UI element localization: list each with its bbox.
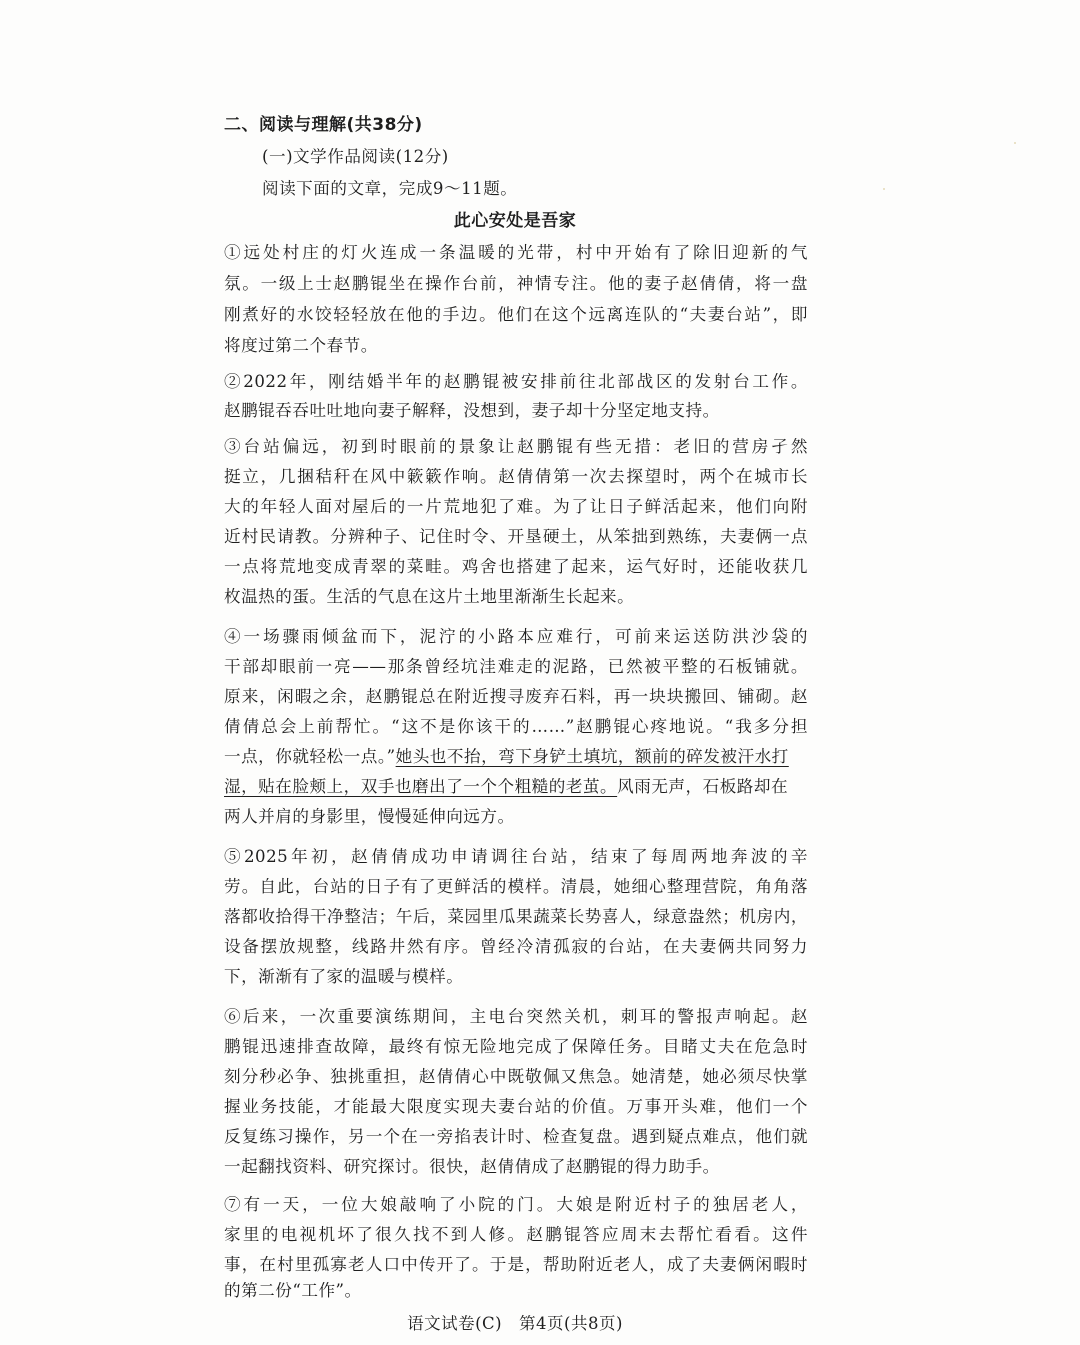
paragraph-6-line: 一起翻找资料、研究探讨。很快，赵倩倩成了赵鹏锟的得力助手。 <box>224 1157 720 1176</box>
paragraph-7-line: 事，在村里孤寡老人口中传开了。于是，帮助附近老人，成了夫妻俩闲暇时 <box>224 1255 808 1274</box>
underlined-sentence: 她头也不抬，弯下身铲土填坑，额前的碎发被汗水打 <box>395 747 789 766</box>
paragraph-3-line: ③台站偏远，初到时眼前的景象让赵鹏锟有些无措：老旧的营房孑然 <box>224 437 808 456</box>
paragraph-4-text: 风雨无声，石板路却在 <box>617 777 789 796</box>
paragraph-7-line: 家里的电视机坏了很久找不到人修。赵鹏锟答应周末去帮忙看看。这件 <box>224 1225 808 1244</box>
paragraph-1-line: 将度过第二个春节。 <box>224 336 378 355</box>
paragraph-6-line: 反复练习操作，另一个在一旁掐表计时、检查复盘。遇到疑点难点，他们就 <box>224 1127 808 1146</box>
paragraph-3-line: 一点将荒地变成青翠的菜畦。鸡舍也搭建了起来，运气好时，还能收获几 <box>224 557 808 576</box>
paragraph-5-line: 设备摆放规整，线路井然有序。曾经冷清孤寂的台站，在夫妻俩共同努力 <box>224 937 808 956</box>
paragraph-7-line: 的第二份“工作”。 <box>224 1281 362 1300</box>
article-title: 此心安处是吾家 <box>453 211 577 231</box>
scan-speck <box>883 188 885 190</box>
underlined-sentence: 湿，贴在脸颊上，双手也磨出了一个个粗糙的老茧。 <box>224 777 618 796</box>
paragraph-4-text: 一点，你就轻松一点。” <box>224 747 396 766</box>
paragraph-5-line: 下，渐渐有了家的温暖与模样。 <box>224 967 464 986</box>
paragraph-6-line: 握业务技能，才能最大限度实现夫妻台站的价值。万事开头难，他们一个 <box>224 1097 808 1116</box>
instruction-text: 阅读下面的文章，完成9～11题。 <box>262 179 518 198</box>
paragraph-3-line: 枚温热的蛋。生活的气息在这片土地里渐渐生长起来。 <box>224 587 635 606</box>
scan-speck <box>1014 142 1016 144</box>
paragraph-5-line: 落都收拾得干净整洁；午后，菜园里瓜果蔬菜长势喜人，绿意盎然；机房内， <box>224 907 808 926</box>
page-footer: 语文试卷(C) 第4页(共8页) <box>407 1314 623 1333</box>
paragraph-4-line: 倩倩总会上前帮忙。“这不是你该干的……”赵鹏锟心疼地说。“我多分担 <box>224 717 808 736</box>
paragraph-4-line: 两人并肩的身影里，慢慢延伸向远方。 <box>224 807 515 826</box>
paragraph-6-line: 鹏锟迅速排查故障，最终有惊无险地完成了保障任务。目睹丈夫在危急时 <box>224 1037 808 1056</box>
paragraph-5-line: 劳。自此，台站的日子有了更鲜活的模样。清晨，她细心整理营院，角角落 <box>224 877 808 896</box>
paragraph-6-line: 刻分秒必争、独挑重担，赵倩倩心中既敬佩又焦急。她清楚，她必须尽快掌 <box>224 1067 808 1086</box>
paragraph-3-line: 大的年轻人面对屋后的一片荒地犯了难。为了让日子鲜活起来，他们向附 <box>224 497 808 516</box>
paragraph-6-line: ⑥后来，一次重要演练期间，主电台突然关机，刺耳的警报声响起。赵 <box>224 1007 808 1026</box>
paragraph-2-line: 赵鹏锟吞吞吐吐地向妻子解释，没想到，妻子却十分坚定地支持。 <box>224 401 720 420</box>
paragraph-4-line <box>224 746 789 768</box>
paragraph-4-line <box>224 776 788 798</box>
paragraph-3-line: 挺立，几捆秸秆在风中簌簌作响。赵倩倩第一次去探望时，两个在城市长 <box>224 467 808 486</box>
paragraph-5-line: ⑤2025年初，赵倩倩成功申请调往台站，结束了每周两地奔波的辛 <box>224 847 808 866</box>
paragraph-4-line: 干部却眼前一亮——那条曾经坑洼难走的泥路，已然被平整的石板铺就。 <box>224 657 808 676</box>
paragraph-1-line: ①远处村庄的灯火连成一条温暖的光带，村中开始有了除旧迎新的气 <box>224 243 808 262</box>
paragraph-4-line: 原来，闲暇之余，赵鹏锟总在附近搜寻废弃石料，再一块块搬回、铺砌。赵 <box>224 687 808 706</box>
paragraph-3-line: 近村民请教。分辨种子、记住时令、开垦硬土，从笨拙到熟练，夫妻俩一点 <box>224 527 808 546</box>
paragraph-2-line: ②2022年，刚结婚半年的赵鹏锟被安排前往北部战区的发射台工作。 <box>224 372 808 391</box>
paragraph-1-line: 氛。一级上士赵鹏锟坐在操作台前，神情专注。他的妻子赵倩倩，将一盘 <box>224 274 808 293</box>
paragraph-7-line: ⑦有一天，一位大娘敲响了小院的门。大娘是附近村子的独居老人， <box>224 1195 808 1214</box>
subsection-heading: (一)文学作品阅读(12分) <box>262 147 449 166</box>
paragraph-1-line: 刚煮好的水饺轻轻放在他的手边。他们在这个远离连队的“夫妻台站”，即 <box>224 305 808 324</box>
paragraph-4-line: ④一场骤雨倾盆而下，泥泞的小路本应难行，可前来运送防洪沙袋的 <box>224 627 808 646</box>
section-heading: 二、阅读与理解(共38分) <box>224 115 423 135</box>
